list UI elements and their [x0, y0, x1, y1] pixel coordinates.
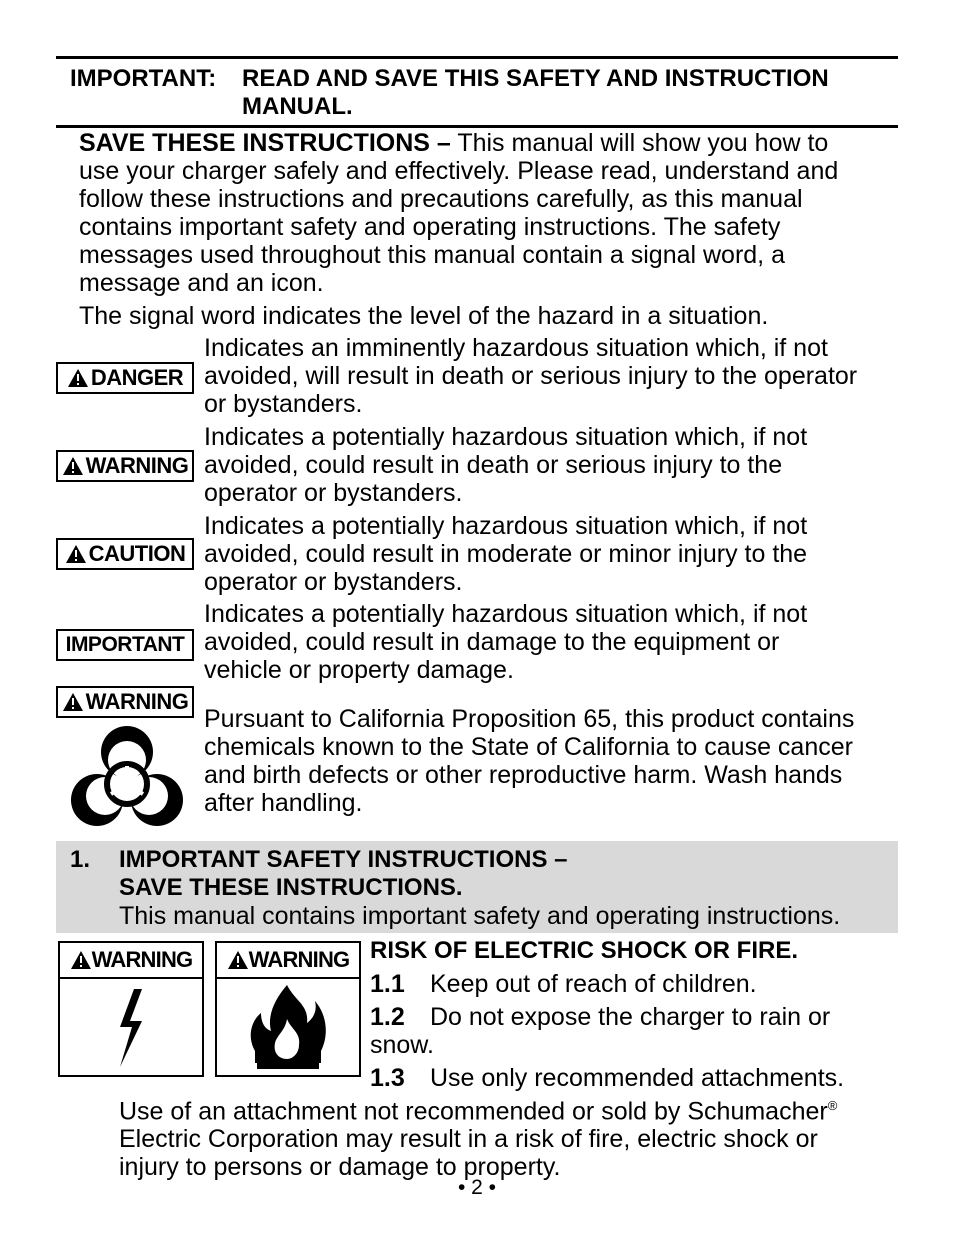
important-desc-line-3: vehicle or property damage. — [204, 656, 514, 684]
item-1-3 — [370, 1064, 844, 1092]
danger-badge — [56, 362, 194, 394]
continuation-line-1 — [119, 1092, 909, 1125]
important-label: IMPORTANT — [65, 633, 185, 656]
item-1-2-line-1 — [370, 1003, 890, 1031]
item-1-3-text: Use only recommended attachments. — [430, 1064, 845, 1092]
intro-line-6: message and an icon. — [79, 269, 324, 297]
alert-triangle-icon — [70, 950, 92, 970]
alert-triangle-icon — [67, 368, 89, 388]
intro-line-2: use your charger safely and effectively. Please read, understand and — [79, 157, 839, 185]
item-1-1 — [370, 970, 757, 998]
danger-desc-line-2: avoided, will result in death or serious injury to the operator — [204, 362, 858, 390]
signal-word-line: The signal word indicates the level of the hazard in a situation. — [79, 302, 769, 330]
caution-label: CAUTION — [88, 541, 186, 566]
caution-badge — [56, 538, 194, 570]
section-1-subtitle: This manual contains important safety and operating instructions. — [119, 902, 841, 930]
item-1-2-text: Do not expose the charger to rain or — [430, 1003, 831, 1031]
warning-desc-line-1: Indicates a potentially hazardous situation which, if not — [204, 423, 808, 451]
caution-desc-line-1: Indicates a potentially hazardous situation which, if not — [204, 512, 808, 540]
prop65-line-1: Pursuant to California Proposition 65, this product contains — [204, 705, 855, 733]
item-1-3-number: 1.3 — [370, 1064, 405, 1092]
caution-desc-line-2: avoided, could result in moderate or minor injury to the — [204, 540, 808, 568]
warning-desc-line-2: avoided, could result in death or serious injury to the — [204, 451, 783, 479]
caution-desc-line-3: operator or bystanders. — [204, 568, 463, 596]
continuation-line-2: Electric Corporation may result in a risk of fire, electric shock or — [119, 1125, 818, 1154]
item-1-2-line-2: snow. — [370, 1031, 434, 1059]
danger-desc-line-3: or bystanders. — [204, 390, 363, 418]
shock-warning-header — [60, 943, 202, 979]
header-bottom-rule — [56, 125, 898, 128]
warning-desc-line-3: operator or bystanders. — [204, 479, 463, 507]
prop65-line-4: after handling. — [204, 789, 363, 817]
warning-description — [204, 423, 900, 507]
warning-badge — [56, 450, 194, 482]
important-desc-line-2: avoided, could result in damage to the equipment or — [204, 628, 780, 656]
intro-bold-lead: SAVE THESE INSTRUCTIONS – — [79, 129, 451, 157]
item-1-2 — [370, 1003, 890, 1059]
registered-mark: ® — [827, 1098, 838, 1113]
prop65-line-2: chemicals known to the State of California to cause cancer — [204, 733, 853, 761]
section-1-title-line-2: SAVE THESE INSTRUCTIONS. — [119, 874, 463, 901]
header-lead: IMPORTANT: — [70, 65, 217, 92]
section-1-number: 1. — [70, 846, 91, 873]
fire-warning-header — [217, 943, 359, 979]
fire-warning-label: WARNING — [248, 947, 350, 972]
alert-triangle-icon — [62, 456, 84, 476]
important-badge — [56, 629, 194, 661]
intro-paragraph — [79, 129, 899, 297]
intro-line-1 — [79, 129, 899, 157]
prop65-line-3: and birth defects or other reproductive harm. Wash hands — [204, 761, 843, 789]
prop65-description — [204, 705, 900, 817]
top-rule — [56, 56, 898, 59]
intro-line-5: messages used throughout this manual contain a signal word, a — [79, 241, 785, 269]
alert-triangle-icon — [65, 544, 87, 564]
item-1-2-number: 1.2 — [370, 1003, 405, 1031]
intro-line-4: contains important safety and operating instructions. The safety — [79, 213, 781, 241]
prop65-warning-badge — [56, 686, 194, 718]
danger-description — [204, 334, 900, 418]
biohazard-icon — [66, 722, 188, 834]
prop65-warning-label: WARNING — [85, 689, 189, 714]
header-line-2: MANUAL. — [242, 93, 353, 120]
danger-desc-line-1: Indicates an imminently hazardous situation which, if not — [204, 334, 828, 362]
electric-shock-icon — [60, 979, 202, 1077]
fire-warning-panel — [215, 941, 361, 1077]
intro-line-3: follow these instructions and precautions carefully, as this manual — [79, 185, 803, 213]
important-description — [204, 600, 900, 684]
page-number: • 2 • — [457, 1176, 497, 1199]
continuation-line-3: injury to persons or damage to property. — [119, 1153, 561, 1182]
section-1-title-line-1: IMPORTANT SAFETY INSTRUCTIONS – — [119, 846, 568, 873]
shock-warning-label: WARNING — [91, 947, 193, 972]
header-line-1: READ AND SAVE THIS SAFETY AND INSTRUCTION — [242, 65, 829, 92]
alert-triangle-icon — [227, 950, 249, 970]
intro-line-1-text: This manual will show you how to — [450, 129, 829, 157]
item-1-1-text: Keep out of reach of children. — [430, 970, 757, 998]
risk-heading: RISK OF ELECTRIC SHOCK OR FIRE. — [370, 937, 799, 964]
important-desc-line-1: Indicates a potentially hazardous situation which, if not — [204, 600, 808, 628]
item-1-1-number: 1.1 — [370, 970, 405, 998]
danger-label: DANGER — [90, 365, 184, 390]
shock-warning-panel — [58, 941, 204, 1077]
item-1-3-continuation — [119, 1092, 909, 1181]
continuation-line-1-text: Use of an attachment not recommended or sold by Schumacher — [119, 1097, 828, 1126]
fire-icon — [217, 979, 359, 1077]
alert-triangle-icon — [62, 692, 84, 712]
caution-description — [204, 512, 900, 596]
warning-label: WARNING — [85, 453, 189, 478]
